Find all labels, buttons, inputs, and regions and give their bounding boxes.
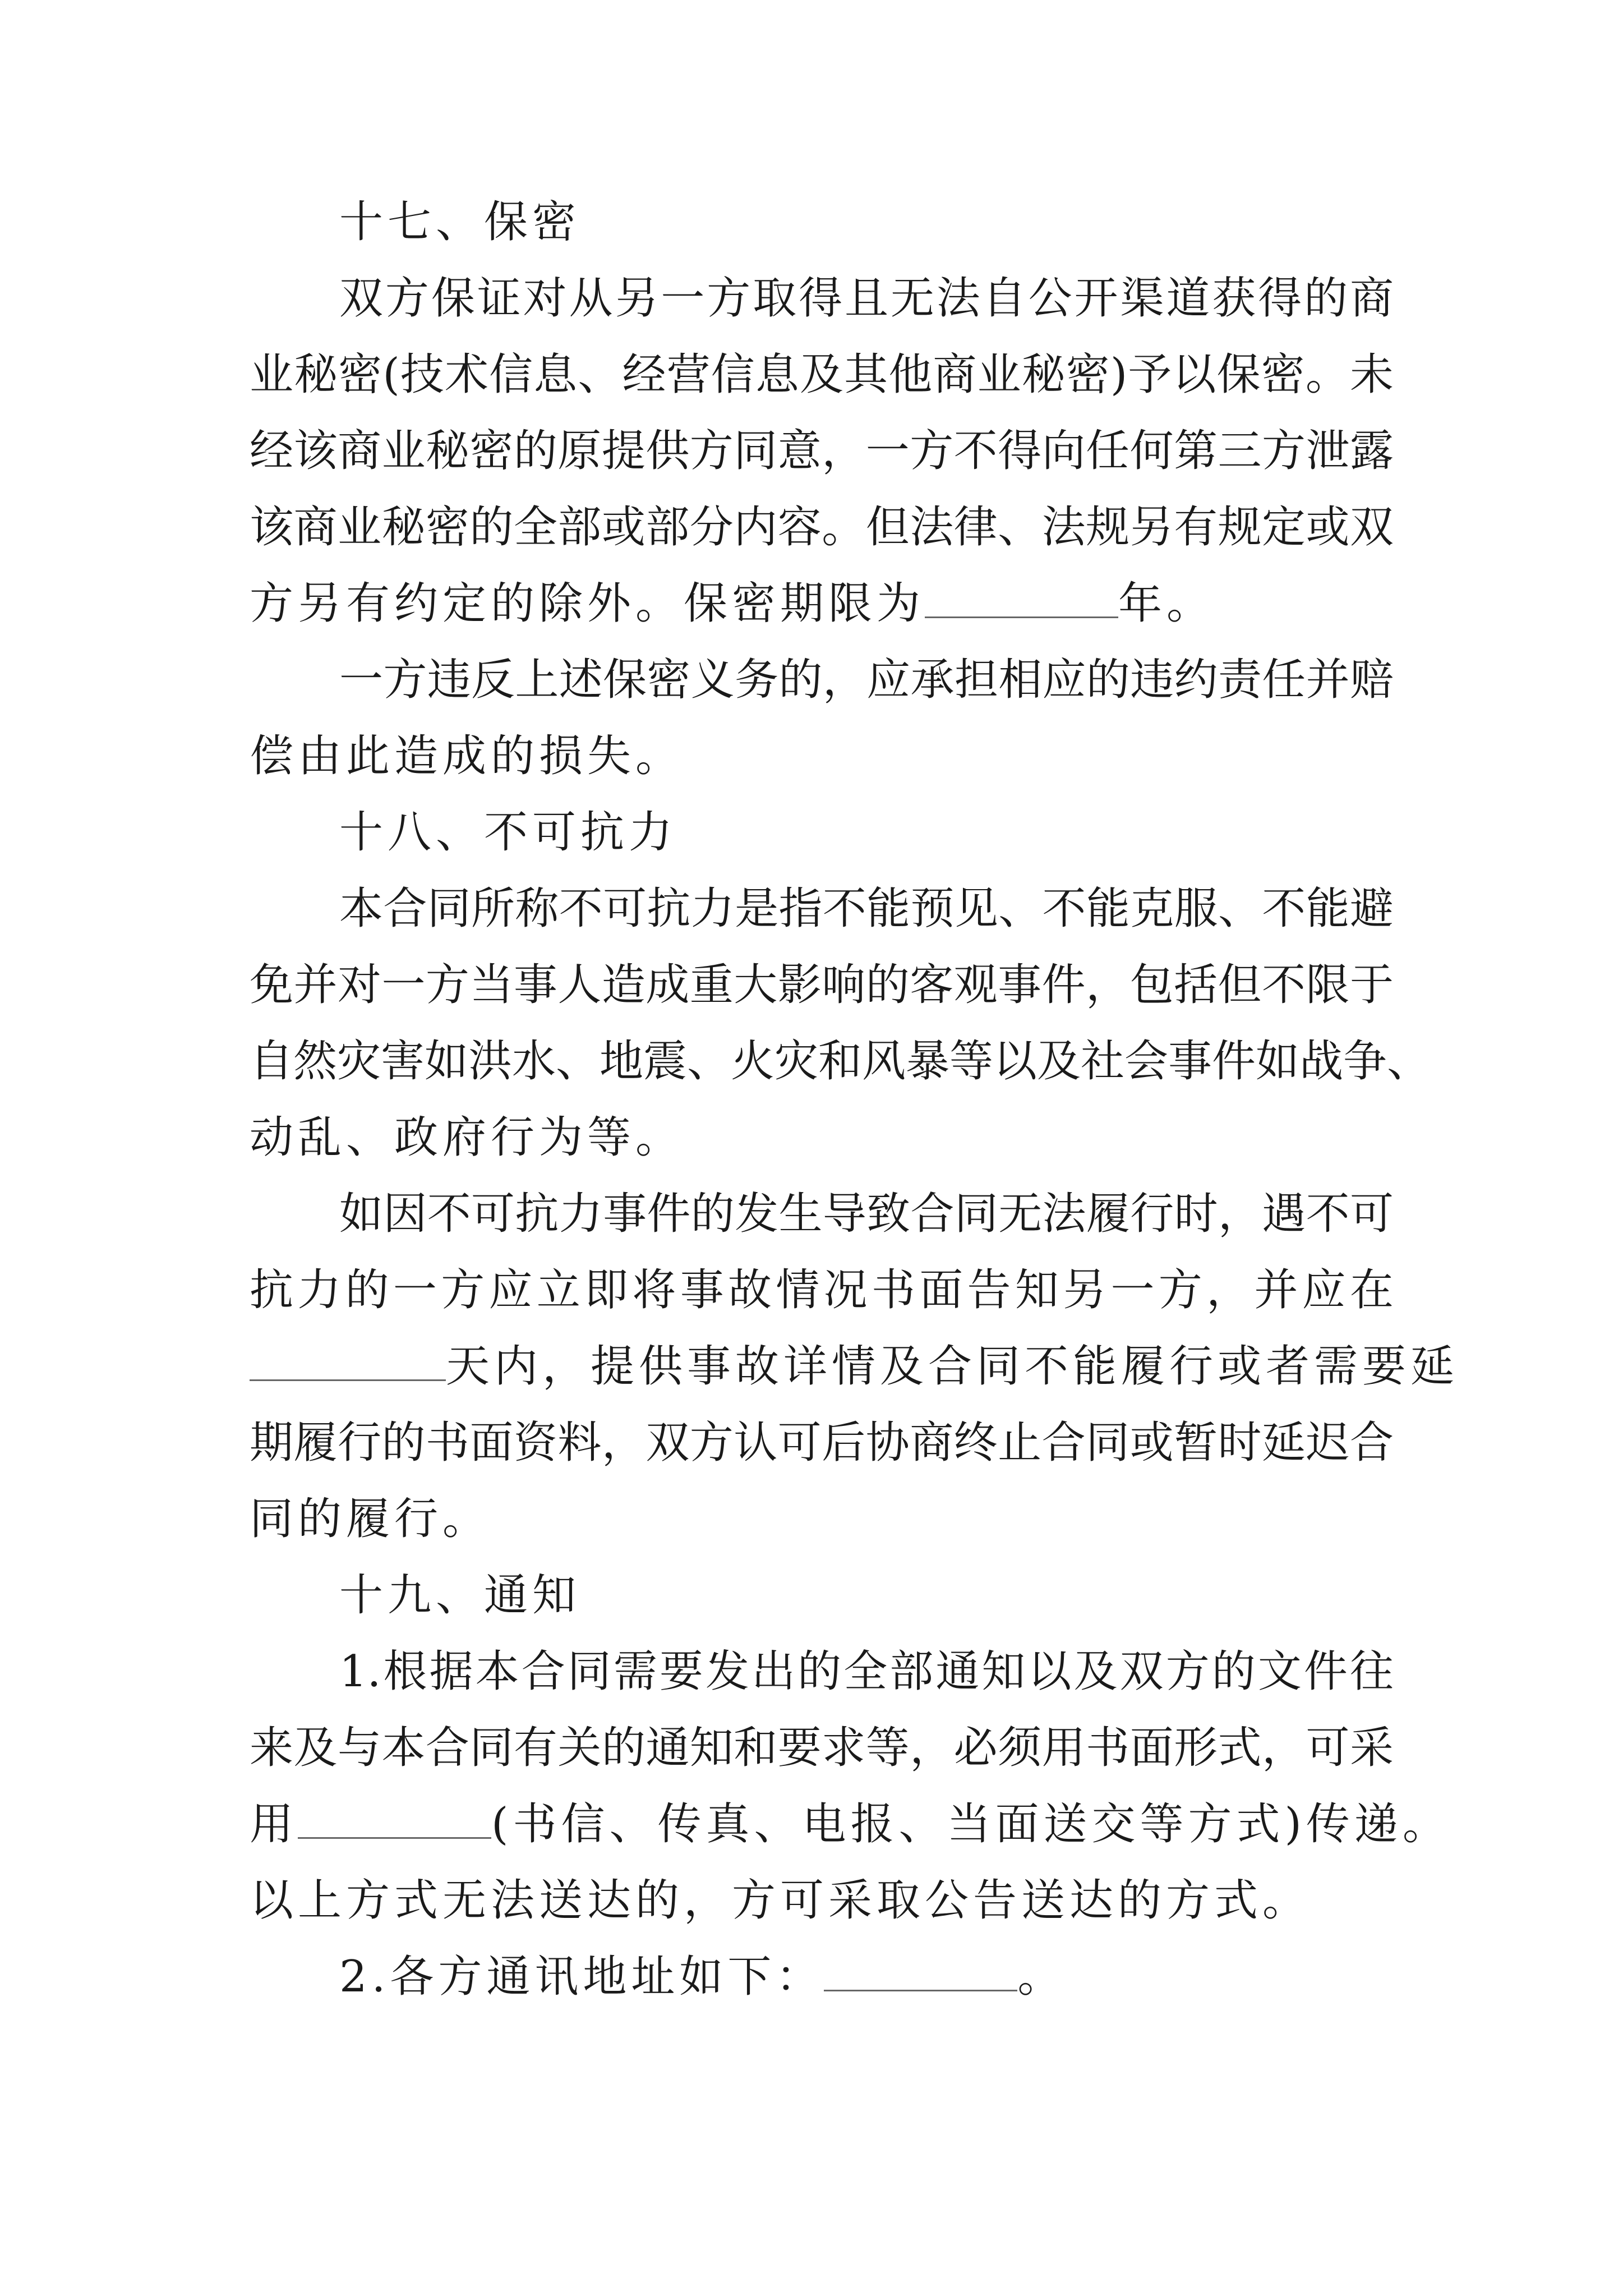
paragraph-line	[250, 572, 1394, 635]
text-segment: 天内，提供事故详情及合同不能履行或者需要延	[446, 1341, 1459, 1392]
text-segment: 方另有约定的除外。保密期限为	[250, 578, 925, 629]
paragraph-line: 该商业秘密的全部或部分内容。但法律、法规另有规定或双	[250, 502, 1394, 553]
paragraph-line: 1.根据本合同需要发出的全部通知以及双方的文件往	[339, 1646, 1394, 1697]
paragraph-line	[250, 1945, 1394, 2008]
text-segment: (书信、传真、电报、当面送交等方式)传递。	[491, 1799, 1451, 1849]
paragraph-line: 自然灾害如洪水、地震、火灾和风暴等以及社会事件如战争、	[250, 1036, 1431, 1087]
text-segment: 2.各方通讯地址如下：	[339, 1952, 824, 2002]
paragraph-line: 以上方式无法送达的，方可采取公告送达的方式。	[250, 1875, 1311, 1926]
paragraph-line: 经该商业秘密的原提供方同意，一方不得向任何第三方泄露	[250, 426, 1394, 476]
paragraph-line: 同的履行。	[250, 1494, 491, 1544]
paragraph-line: 抗力的一方应立即将事故情况书面告知另一方，并应在	[250, 1265, 1394, 1315]
paragraph-line: 偿由此造成的损失。	[250, 731, 684, 781]
paragraph-line	[250, 1335, 1459, 1398]
fill-in-blank	[824, 1950, 1017, 1991]
paragraph-line: 一方违反上述保密义务的，应承担相应的违约责任并赔	[339, 655, 1394, 705]
paragraph-line: 业秘密(技术信息、经营信息及其他商业秘密)予以保密。未	[250, 349, 1394, 400]
text-segment: 年。	[1118, 578, 1215, 629]
paragraph-line: 双方保证对从另一方取得且无法自公开渠道获得的商	[339, 273, 1394, 324]
section-19-heading: 十九、通知	[339, 1570, 581, 1621]
paragraph-line: 本合同所称不可抗力是指不能预见、不能克服、不能避	[339, 884, 1394, 934]
document-page	[250, 191, 1459, 2022]
paragraph-line: 来及与本合同有关的通知和要求等，必须用书面形式，可采	[250, 1723, 1394, 1773]
text-segment: 用	[250, 1799, 298, 1849]
section-18-heading: 十八、不可抗力	[339, 807, 677, 858]
paragraph-line	[250, 1793, 1451, 1856]
fill-in-blank	[298, 1798, 491, 1839]
paragraph-line: 免并对一方当事人造成重大影响的客观事件，包括但不限于	[250, 960, 1394, 1010]
paragraph-line: 动乱、政府行为等。	[250, 1112, 684, 1163]
section-17-heading: 十七、保密	[339, 197, 581, 247]
text-segment: 。	[1017, 1952, 1066, 2002]
paragraph-line: 期履行的书面资料，双方认可后协商终止合同或暂时延迟合	[250, 1418, 1394, 1468]
fill-in-blank	[250, 1340, 446, 1381]
paragraph-line: 如因不可抗力事件的发生导致合同无法履行时，遇不可	[339, 1189, 1394, 1239]
fill-in-blank	[925, 577, 1118, 618]
